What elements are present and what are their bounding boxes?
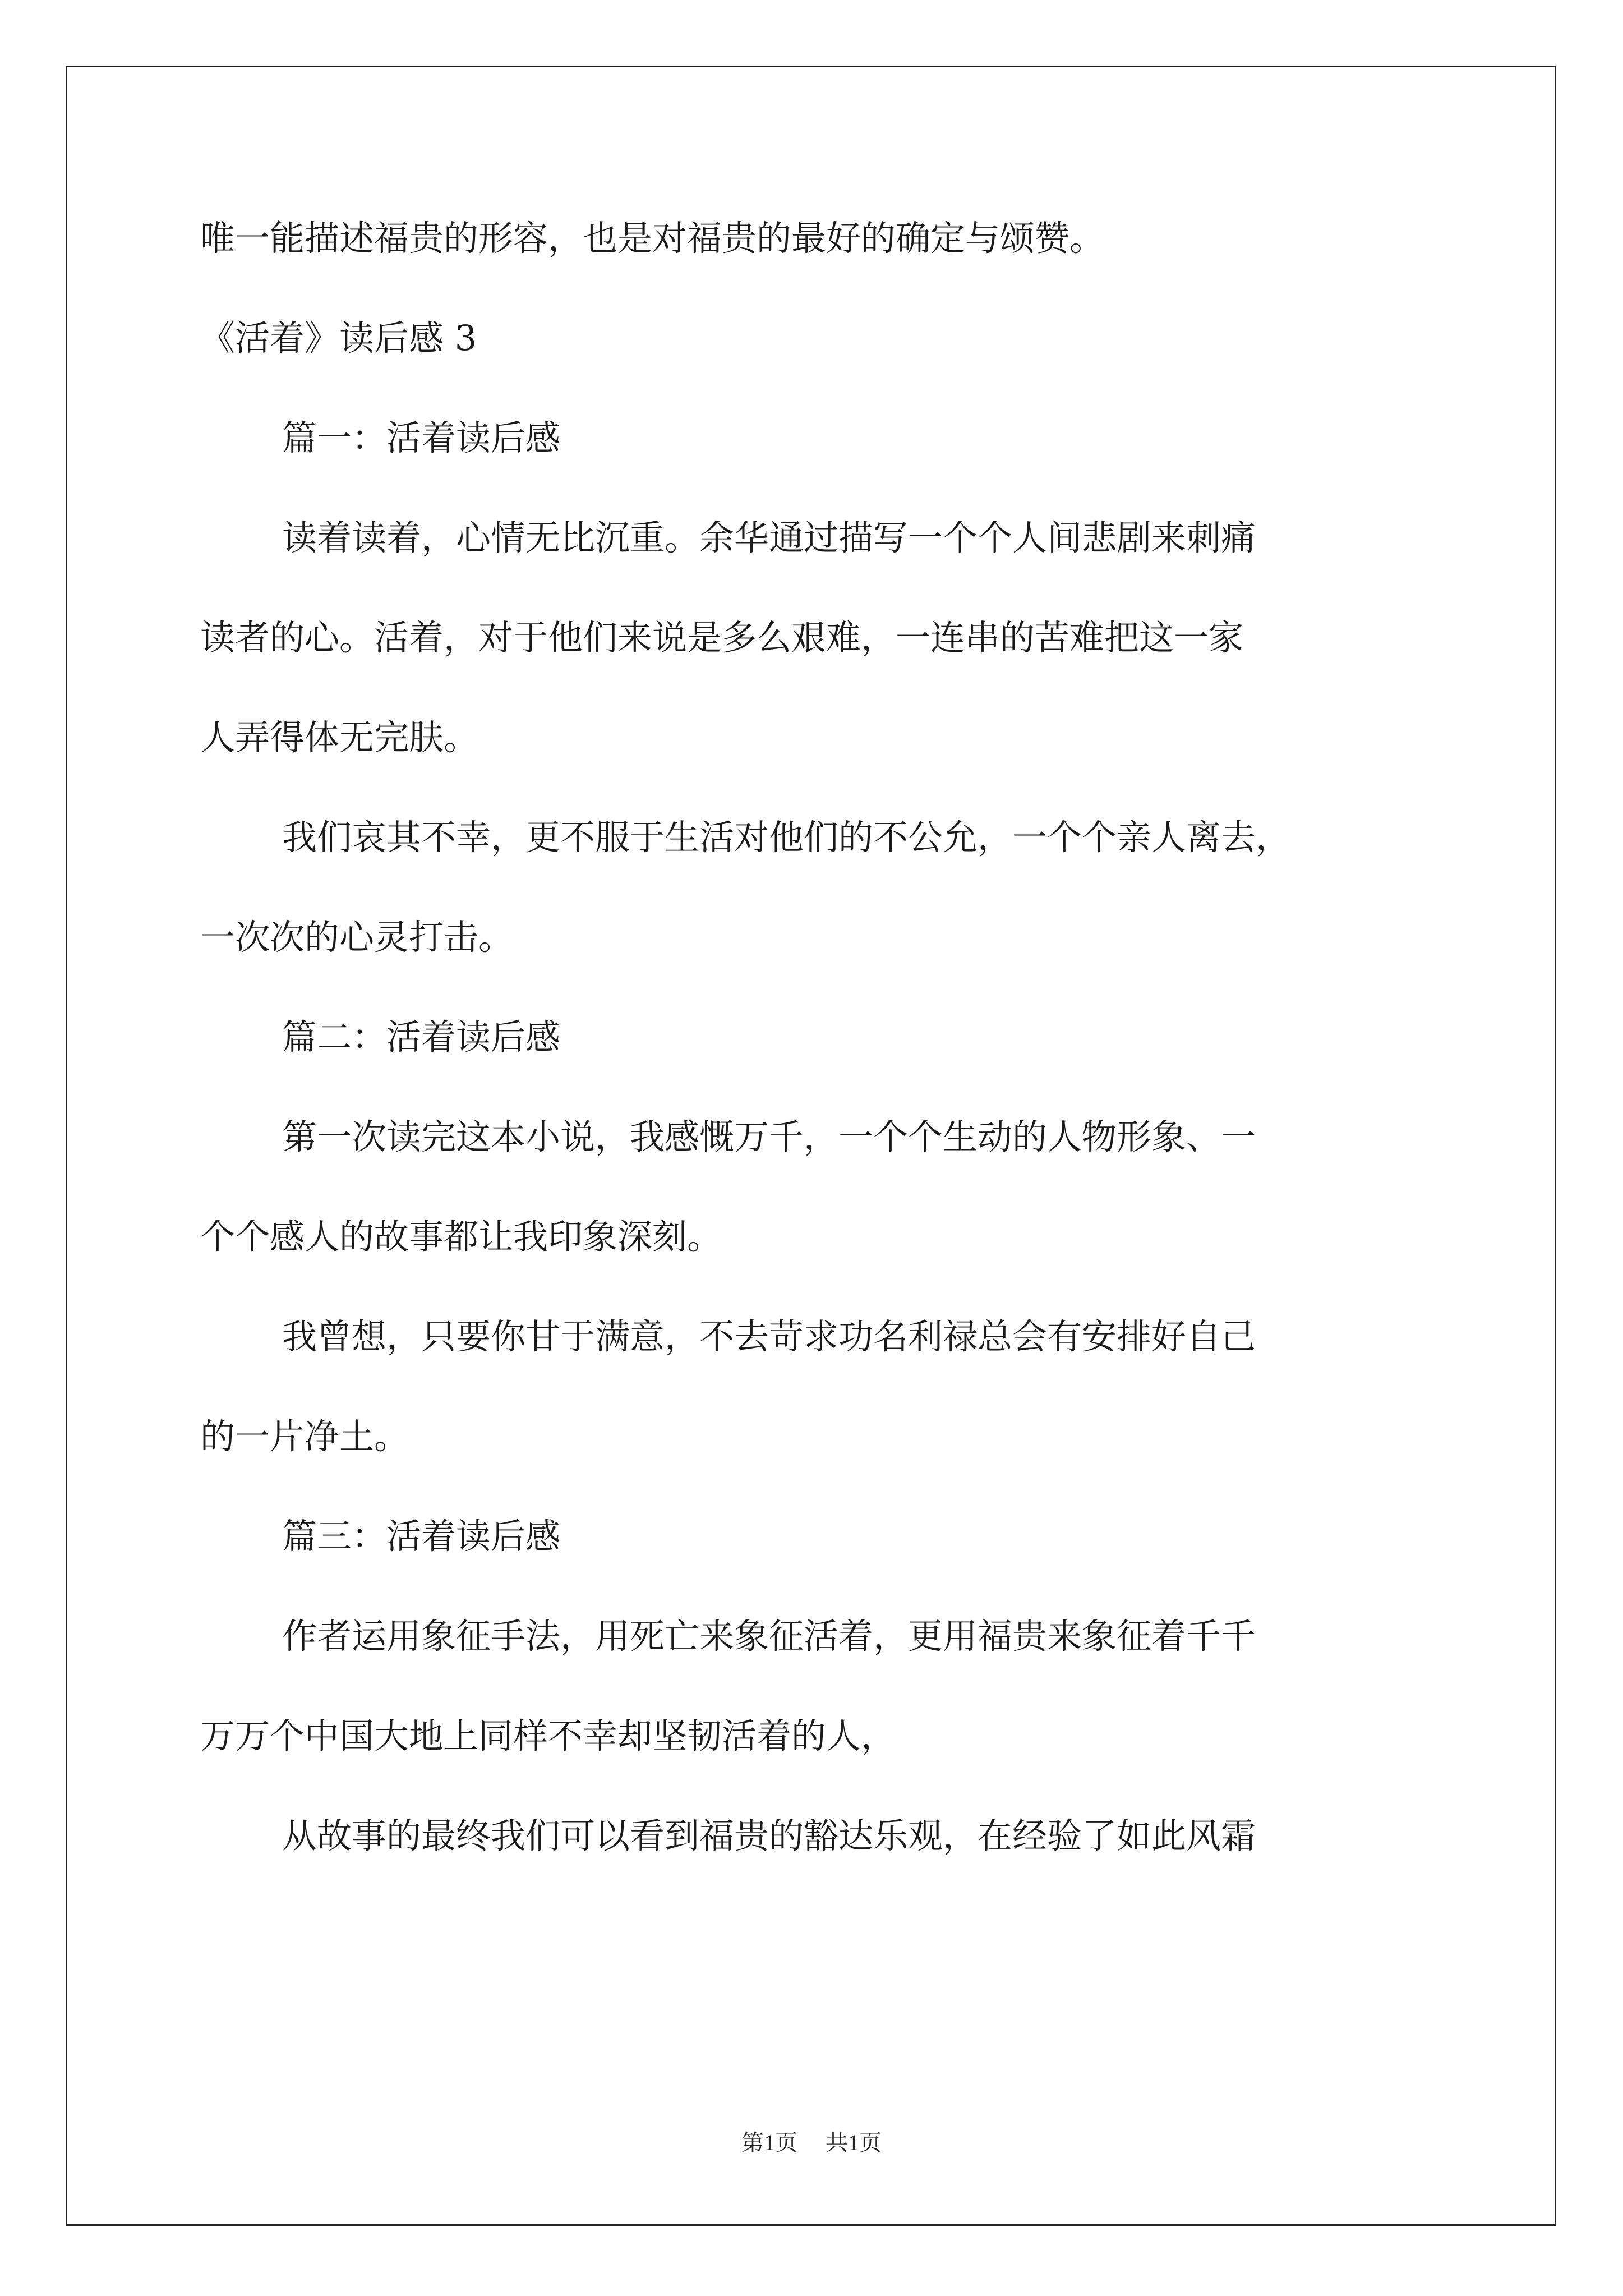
text-line: 我们哀其不幸，更不服于生活对他们的不公允，一个个亲人离去，	[282, 817, 1291, 858]
page-footer	[0, 2126, 1623, 2160]
page-total: 共1页	[826, 2130, 882, 2155]
text-line: 作者运用象征手法，用死亡来象征活着，更用福贵来象征着千千	[282, 1616, 1256, 1657]
text-line: 从故事的最终我们可以看到福贵的豁达乐观，在经验了如此风霜	[282, 1815, 1256, 1856]
text-line: 万万个中国大地上同样不幸却坚韧活着的人，	[200, 1715, 896, 1756]
subsection-heading: 篇一：活着读后感	[282, 417, 561, 458]
text-line: 唯一能描述福贵的形容，也是对福贵的最好的确定与颂赞。	[200, 218, 1105, 259]
section-heading: 《活着》读后感 3	[200, 318, 477, 358]
subsection-heading: 篇三：活着读后感	[282, 1516, 561, 1557]
page-number: 第1页	[741, 2130, 797, 2155]
text-line: 个个感人的故事都让我印象深刻。	[200, 1216, 722, 1257]
text-line: 我曾想，只要你甘于满意，不去苛求功名利禄总会有安排好自己	[282, 1316, 1256, 1357]
text-line: 第一次读完这本小说，我感慨万千，一个个生动的人物形象、一	[282, 1116, 1256, 1157]
text-line: 人弄得体无完肤。	[200, 717, 479, 758]
subsection-heading: 篇二：活着读后感	[282, 1016, 561, 1057]
text-line: 的一片净土。	[200, 1416, 409, 1457]
text-line: 一次次的心灵打击。	[200, 917, 514, 958]
text-line: 读者的心。活着，对于他们来说是多么艰难，一连串的苦难把这一家	[200, 617, 1244, 658]
text-line: 读着读着，心情无比沉重。余华通过描写一个个人间悲剧来刺痛	[282, 517, 1256, 558]
